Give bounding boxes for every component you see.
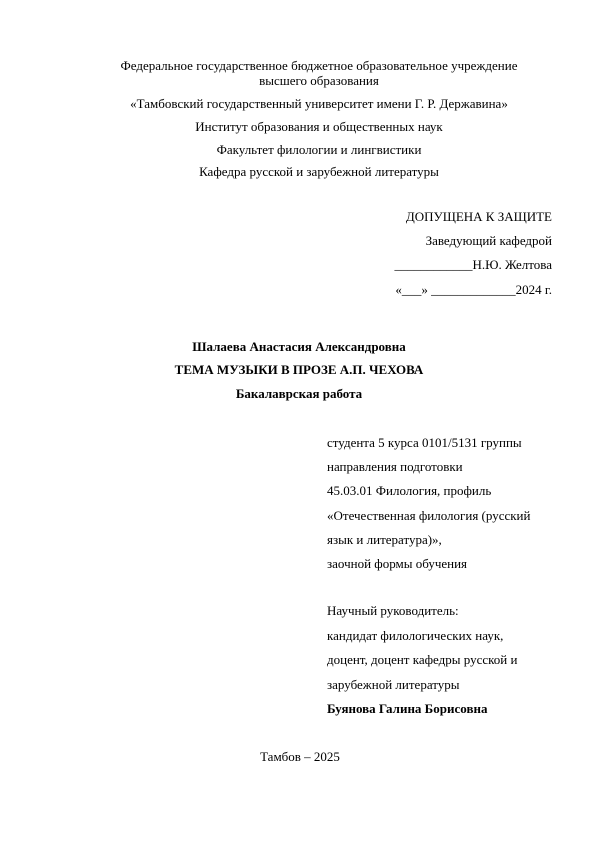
approval-signature: ____________Н.Ю. Желтова [394, 257, 552, 272]
header-line2: высшего образования [259, 73, 379, 88]
institute-name: Институт образования и общественных наук [195, 119, 443, 134]
university-name: «Тамбовский государственный университет имени Г. Р. Державина» [130, 96, 508, 111]
student-info-line: направления подготовки [327, 459, 463, 474]
faculty-name: Факультет филологии и лингвистики [216, 142, 422, 157]
student-info-line: «Отечественная филология (русский [327, 508, 531, 523]
student-info-line: студента 5 курса 0101/5131 группы [327, 435, 522, 450]
supervisor-name: Буянова Галина Борисовна [327, 701, 488, 716]
header-line1: Федеральное государственное бюджетное образовательное учреждение [120, 58, 518, 73]
supervisor-line: кандидат филологических наук, [327, 628, 504, 643]
work-title: ТЕМА МУЗЫКИ В ПРОЗЕ А.П. ЧЕХОВА [174, 362, 424, 377]
supervisor-line: доцент, доцент кафедры русской и [327, 652, 518, 667]
approval-role: Заведующий кафедрой [425, 233, 552, 248]
city-year: Тамбов – 2025 [260, 749, 340, 764]
approval-date: «___» _____________2024 г. [395, 282, 552, 297]
student-info-line: заочной формы обучения [327, 556, 468, 571]
department-name: Кафедра русской и зарубежной литературы [199, 164, 439, 179]
supervisor-label: Научный руководитель: [327, 603, 459, 618]
student-info-line: язык и литература)», [327, 532, 442, 547]
work-type: Бакалаврская работа [235, 386, 363, 401]
supervisor-line: зарубежной литературы [327, 677, 460, 692]
student-info-line: 45.03.01 Филология, профиль [327, 483, 492, 498]
author-name: Шалаева Анастасия Александровна [192, 339, 406, 354]
approval-title: ДОПУЩЕНА К ЗАЩИТЕ [405, 209, 552, 224]
